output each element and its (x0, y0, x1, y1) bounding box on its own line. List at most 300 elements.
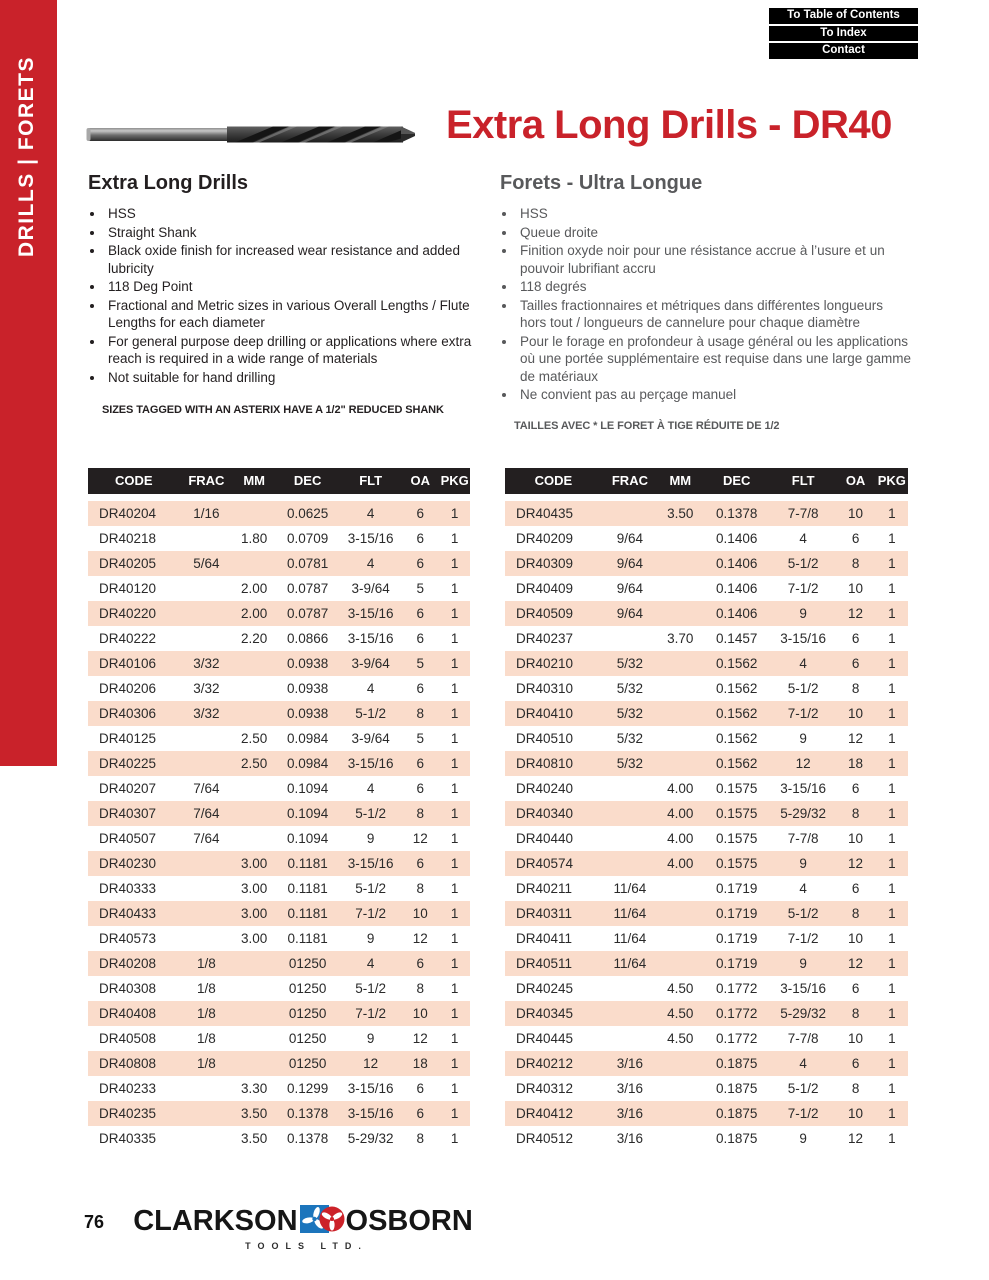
cell: 9 (366, 831, 375, 846)
code-cell: DR40310 (516, 681, 574, 696)
cell: 5/32 (616, 756, 644, 771)
cell: 8 (416, 1131, 425, 1146)
sidebar-drills-forets (0, 0, 57, 766)
cell (233, 676, 275, 701)
cell: 1 (450, 856, 459, 871)
cell: 3.00 (241, 856, 268, 871)
cell: 0.0866 (286, 631, 329, 646)
cell: 1 (888, 556, 896, 571)
cell: 6 (851, 1056, 860, 1071)
table-row (505, 1001, 908, 1026)
bullet-item: • Queue droite (517, 224, 912, 242)
table-header-row (505, 468, 908, 494)
cell: 9 (366, 1031, 375, 1046)
table-row (88, 676, 470, 701)
cell: 10 (848, 931, 864, 946)
cell: 1 (888, 906, 896, 921)
table-row (88, 1076, 470, 1101)
cell: 1 (888, 706, 896, 721)
cell: 1 (888, 756, 896, 771)
cell: 0.1719 (716, 956, 758, 971)
cell: 0.1562 (716, 681, 758, 696)
cell: 6 (416, 756, 425, 771)
cell: 6 (416, 631, 425, 646)
cell: 1 (450, 906, 459, 921)
cell: 0.1575 (716, 831, 758, 846)
cell: 0.1181 (287, 856, 328, 871)
table-row (505, 926, 908, 951)
cell: 3-15/16 (780, 631, 827, 646)
code-cell: DR40511 (516, 956, 573, 971)
cell: 3-15/16 (347, 1106, 394, 1121)
brand-name-osborn: OSBORN (345, 1205, 473, 1237)
code-cell: DR40512 (516, 1131, 574, 1146)
code-cell: DR40440 (516, 831, 574, 846)
cell: 8 (416, 981, 425, 996)
cell: 11/64 (613, 931, 647, 946)
cell (658, 676, 702, 701)
cell (658, 726, 702, 751)
cell (233, 501, 275, 526)
cell: 0.0787 (286, 581, 329, 596)
cell: 0.1875 (716, 1056, 758, 1071)
cell (233, 976, 275, 1001)
cell: 4 (366, 506, 375, 521)
cell: 12 (412, 1031, 428, 1046)
cell: 5-1/2 (355, 981, 387, 996)
cell: 1 (888, 1006, 896, 1021)
bullet-item: • Black oxide finish for increased wear resistance and added lubricity (105, 242, 488, 277)
cell: 11/64 (613, 906, 647, 921)
cell: 1 (888, 506, 896, 521)
cell: 1 (450, 1106, 459, 1121)
cell: 1 (450, 706, 459, 721)
cell (602, 626, 658, 651)
cell: 1 (888, 731, 896, 746)
cell: 10 (848, 831, 864, 846)
table-row (88, 801, 470, 826)
cell: 1 (450, 506, 459, 521)
column-header: OA (845, 473, 866, 488)
cell: 1 (450, 581, 459, 596)
table-body (505, 501, 908, 1151)
french-description-section (500, 172, 912, 432)
code-cell: DR40206 (99, 681, 157, 696)
cell: 10 (412, 906, 428, 921)
cell: 1 (450, 781, 459, 796)
cell (658, 926, 702, 951)
cell: 0.1094 (286, 806, 329, 821)
cell: 12 (412, 931, 428, 946)
cell: 4.50 (667, 1031, 694, 1046)
cell: 1 (888, 1131, 896, 1146)
cell (180, 626, 233, 651)
cell: 4 (799, 1056, 807, 1071)
cell: 9 (799, 956, 807, 971)
column-header: CODE (534, 473, 573, 488)
table-row (88, 701, 470, 726)
cell: 10 (848, 506, 864, 521)
table-row (88, 1026, 470, 1051)
table-row (505, 1101, 908, 1126)
cell: 1 (888, 806, 896, 821)
code-cell: DR40207 (99, 781, 157, 796)
cell (658, 526, 702, 551)
cell: 0.1094 (286, 781, 329, 796)
contact-button[interactable]: Contact (769, 43, 918, 59)
cell: 7/64 (193, 781, 220, 796)
cell: 0.1562 (716, 731, 758, 746)
cell: 18 (848, 756, 864, 771)
cell: 5-1/2 (355, 706, 387, 721)
cell: 7-1/2 (355, 906, 387, 921)
cell: 0.1378 (286, 1106, 329, 1121)
page-number: 76 (84, 1212, 105, 1232)
cell (602, 776, 658, 801)
code-cell: DR40306 (99, 706, 157, 721)
code-cell: DR40208 (99, 956, 157, 971)
table-row (88, 851, 470, 876)
table-row (88, 551, 470, 576)
cell: 0.1406 (716, 531, 758, 546)
table-row (88, 826, 470, 851)
cell: 1 (450, 1131, 459, 1146)
cell: 1 (450, 731, 459, 746)
cell: 0.1094 (286, 831, 329, 846)
cell: 3-15/16 (347, 631, 394, 646)
cell: 1/8 (197, 1006, 216, 1021)
cell: 4 (366, 556, 375, 571)
cell: 8 (851, 806, 860, 821)
table-row (505, 601, 908, 626)
cell: 1/8 (197, 981, 216, 996)
cell: 4.50 (667, 1006, 694, 1021)
cell: 1 (450, 556, 459, 571)
cell: 5 (416, 656, 425, 671)
cell: 3-15/16 (780, 981, 827, 996)
table-row (88, 1051, 470, 1076)
cell: 3.00 (241, 931, 268, 946)
table-row (505, 876, 908, 901)
code-cell: DR40209 (516, 531, 574, 546)
cell: 3-15/16 (347, 756, 394, 771)
cell: 7/64 (193, 831, 220, 846)
cell: 6 (851, 631, 860, 646)
cell: 9/64 (616, 556, 644, 571)
pinwheel-logo-icon (299, 1203, 345, 1240)
cell: 9/64 (616, 531, 644, 546)
cell: 1 (888, 1106, 896, 1121)
table-row (505, 526, 908, 551)
bullet-item: • HSS (105, 205, 488, 223)
cell: 5-1/2 (355, 806, 387, 821)
cell: 1 (450, 531, 459, 546)
cell: 0.1772 (716, 1006, 758, 1021)
cell: 3/16 (616, 1106, 644, 1121)
cell: 1 (888, 856, 896, 871)
cell: 4 (799, 531, 807, 546)
cell: 1 (450, 1031, 459, 1046)
cell: 0.1575 (716, 806, 758, 821)
cell: 1 (888, 1031, 896, 1046)
cell: 2.00 (241, 581, 268, 596)
cell: 0.1378 (286, 1131, 329, 1146)
cell: 0.0781 (286, 556, 329, 571)
drill-bit-image (85, 114, 415, 159)
cell: 12 (848, 606, 864, 621)
cell: 9 (799, 731, 807, 746)
cell: 01250 (288, 956, 327, 971)
column-header: PKG (440, 473, 469, 488)
table-row (505, 701, 908, 726)
cell: 1 (888, 956, 896, 971)
cell: 5-1/2 (787, 681, 819, 696)
cell: 3/16 (616, 1081, 644, 1096)
cell: 1 (450, 956, 459, 971)
cell (658, 701, 702, 726)
cell (658, 901, 702, 926)
table-row (505, 1126, 908, 1151)
cell: 1 (450, 606, 459, 621)
table-row (88, 626, 470, 651)
cell: 5-1/2 (355, 881, 387, 896)
table-row (505, 751, 908, 776)
cell: 6 (851, 881, 860, 896)
cell: 1 (450, 831, 459, 846)
clarkson-osborn-logo (133, 1203, 473, 1251)
cell: 1 (888, 681, 896, 696)
cell: 6 (416, 1106, 425, 1121)
code-cell: DR40810 (516, 756, 574, 771)
cell: 3/32 (193, 656, 220, 671)
cell: 5 (416, 731, 425, 746)
cell: 4.00 (667, 856, 694, 871)
cell: 3.00 (241, 906, 268, 921)
code-cell: DR40222 (99, 631, 157, 646)
cell: 6 (416, 956, 425, 971)
cell: 12 (848, 1131, 864, 1146)
bullet-item: • Tailles fractionnaires et métriques dans différentes longueurs hors tout / longueurs de cannelure pour chaque diamètre (517, 297, 912, 332)
cell: 9 (799, 1131, 807, 1146)
cell: 4 (366, 956, 375, 971)
code-cell: DR40433 (99, 906, 157, 921)
cell (658, 601, 702, 626)
cell: 1 (888, 606, 896, 621)
cell: 12 (848, 731, 864, 746)
cell: 3.50 (667, 506, 694, 521)
cell: 8 (416, 706, 425, 721)
cell: 5/32 (616, 731, 644, 746)
cell: 3-9/64 (351, 656, 390, 671)
cell: 0.1719 (716, 931, 758, 946)
cell: 0.1181 (287, 881, 328, 896)
table-row (505, 851, 908, 876)
cell: 3/32 (193, 681, 220, 696)
column-header: FLT (359, 473, 383, 488)
cell (233, 651, 275, 676)
cell: 12 (848, 856, 864, 871)
code-cell: DR40312 (516, 1081, 574, 1096)
cell: 7-1/2 (355, 1006, 387, 1021)
cell (602, 1026, 658, 1051)
cell: 10 (848, 1106, 864, 1121)
code-cell: DR40309 (516, 556, 574, 571)
cell: 5/64 (193, 556, 220, 571)
cell: 5 (416, 581, 425, 596)
brand-name-clarkson: CLARKSON (133, 1205, 298, 1237)
bullet-item: • Not suitable for hand drilling (105, 369, 488, 387)
cell (233, 701, 275, 726)
page-title: Extra Long Drills - DR40 (446, 103, 892, 147)
nav-buttons (769, 8, 918, 59)
table-row (505, 1026, 908, 1051)
cell: 6 (416, 1081, 425, 1096)
cell: 8 (416, 806, 425, 821)
cell: 1 (888, 531, 896, 546)
code-cell: DR40237 (516, 631, 574, 646)
cell: 5-29/32 (780, 806, 827, 821)
code-cell: DR40510 (516, 731, 574, 746)
cell: 1 (888, 831, 896, 846)
code-cell: DR40211 (516, 881, 573, 896)
french-bullet-list (500, 205, 912, 404)
cell: 0.1875 (716, 1081, 758, 1096)
table-row (88, 901, 470, 926)
bullet-item: • 118 Deg Point (105, 278, 488, 296)
table-row (88, 776, 470, 801)
cell: 12 (848, 956, 864, 971)
cell: 1 (888, 981, 896, 996)
table-row (88, 751, 470, 776)
cell (602, 851, 658, 876)
cell: 10 (848, 706, 864, 721)
cell: 6 (851, 531, 860, 546)
cell: 1/8 (197, 1056, 216, 1071)
cell: 5-1/2 (787, 556, 819, 571)
cell: 1 (450, 756, 459, 771)
code-cell: DR40125 (99, 731, 157, 746)
table-row (88, 501, 470, 526)
cell: 3-9/64 (351, 581, 390, 596)
cell: 1 (450, 881, 459, 896)
table-row (505, 826, 908, 851)
table-row (505, 951, 908, 976)
code-cell: DR40210 (516, 656, 574, 671)
cell (658, 551, 702, 576)
brand-subtitle: TOOLS LTD. (245, 1241, 368, 1251)
cell (658, 1101, 702, 1126)
cell (602, 976, 658, 1001)
cell (180, 901, 233, 926)
code-cell: DR40307 (99, 806, 157, 821)
table-row (505, 1051, 908, 1076)
code-cell: DR40335 (99, 1131, 157, 1146)
cell: 0.1719 (716, 881, 758, 896)
cell: 3-9/64 (351, 731, 390, 746)
cell: 1 (888, 1081, 896, 1096)
cell: 0.0787 (286, 606, 329, 621)
to-index-button[interactable]: To Index (769, 26, 918, 42)
bullet-item: • Fractional and Metric sizes in various Overall Lengths / Flute Lengths for each diameter (105, 297, 488, 332)
cell: 11/64 (613, 956, 647, 971)
column-header: PKG (877, 473, 906, 488)
cell: 0.1562 (716, 656, 758, 671)
cell: 11/64 (613, 881, 647, 896)
cell (602, 826, 658, 851)
column-header: OA (410, 473, 431, 488)
cell: 0.1181 (287, 906, 328, 921)
code-cell: DR40509 (516, 606, 574, 621)
code-cell: DR40411 (516, 931, 573, 946)
code-cell: DR40233 (99, 1081, 157, 1096)
cell: 8 (851, 1081, 860, 1096)
code-cell: DR40225 (99, 756, 157, 771)
cell (180, 526, 233, 551)
table-row (88, 876, 470, 901)
table-row (505, 576, 908, 601)
cell: 2.20 (241, 631, 268, 646)
cell: 18 (412, 1056, 428, 1071)
column-header: MM (669, 473, 692, 488)
cell (658, 876, 702, 901)
cell: 0.0938 (286, 706, 329, 721)
cell: 3-15/16 (347, 856, 394, 871)
cell: 0.1575 (716, 856, 758, 871)
table-row (505, 676, 908, 701)
cell (602, 801, 658, 826)
code-cell: DR40333 (99, 881, 157, 896)
table-row (505, 976, 908, 1001)
table-row (88, 651, 470, 676)
cell: 4 (366, 681, 375, 696)
cell: 12 (412, 831, 428, 846)
cell (233, 1051, 275, 1076)
cell: 1 (888, 656, 896, 671)
cell: 9 (799, 606, 807, 621)
cell: 12 (363, 1056, 379, 1071)
code-cell: DR40412 (516, 1106, 574, 1121)
cell: 0.0938 (286, 681, 329, 696)
cell: 5-1/2 (787, 1081, 819, 1096)
cell: 0.1875 (716, 1106, 758, 1121)
cell: 4.00 (667, 806, 694, 821)
cell (658, 951, 702, 976)
table-row (505, 726, 908, 751)
cell: 3-15/16 (347, 1081, 394, 1096)
code-cell: DR40410 (516, 706, 574, 721)
table-row (88, 1126, 470, 1151)
cell: 3-15/16 (347, 606, 394, 621)
code-cell: DR40245 (516, 981, 574, 996)
cell: 12 (795, 756, 811, 771)
cell: 8 (851, 681, 860, 696)
cell: 1 (888, 881, 896, 896)
table-body (88, 501, 470, 1151)
cell: 7-7/8 (787, 1031, 819, 1046)
cell: 5-1/2 (787, 906, 819, 921)
cell: 1/8 (197, 1031, 216, 1046)
table-row (88, 951, 470, 976)
column-header: FRAC (611, 473, 648, 488)
code-cell: DR40507 (99, 831, 157, 846)
table-row (505, 551, 908, 576)
cell (233, 1001, 275, 1026)
cell (180, 1101, 233, 1126)
code-cell: DR40212 (516, 1056, 574, 1071)
catalog-table-left (88, 468, 470, 1151)
cell (658, 1126, 702, 1151)
to-table-of-contents-button[interactable]: To Table of Contents (769, 8, 918, 24)
